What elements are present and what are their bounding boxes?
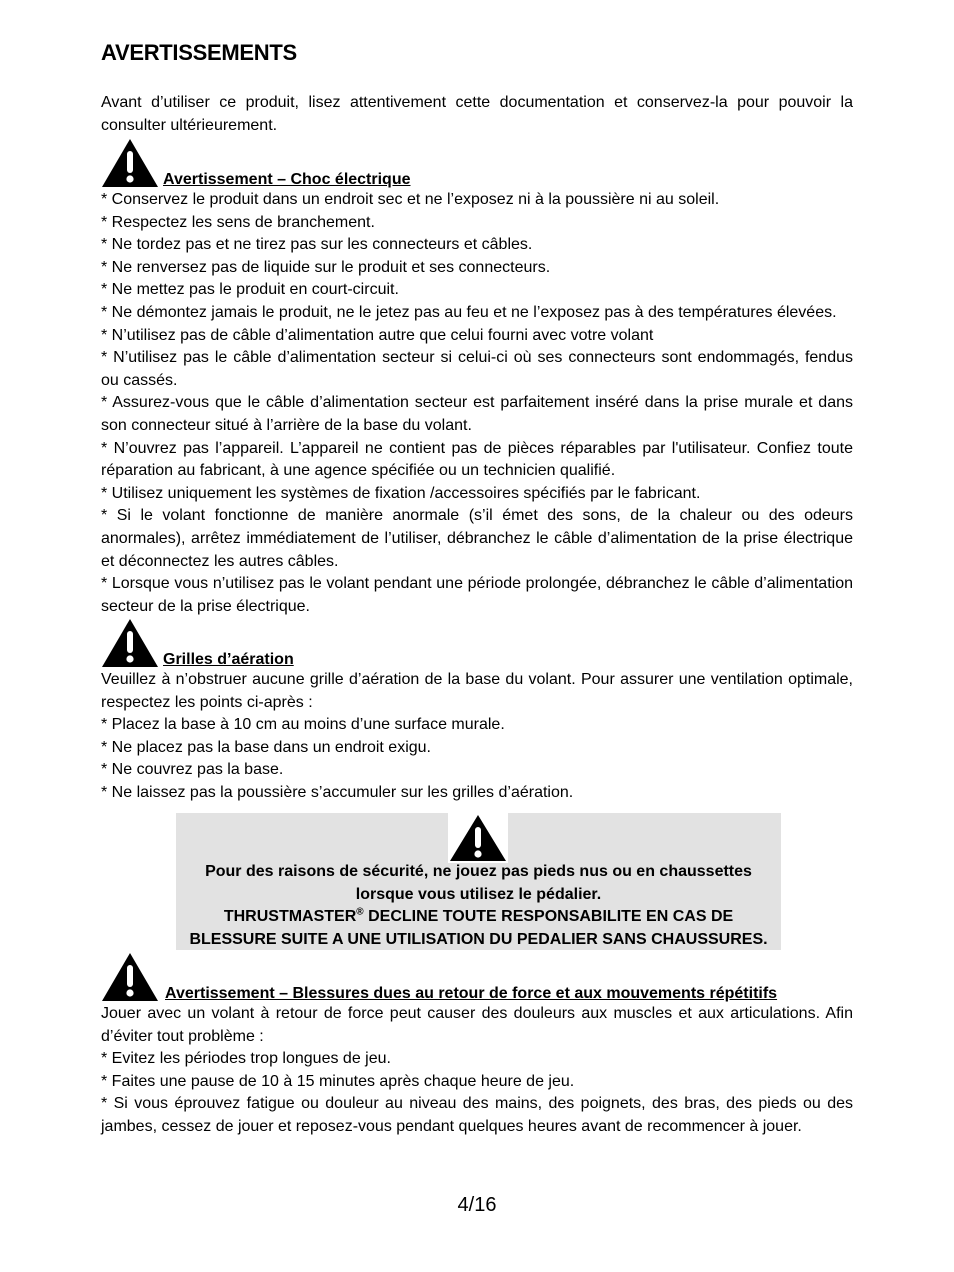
electric-shock-heading-row [101, 136, 853, 188]
warning-triangle-icon [101, 138, 159, 188]
notice-line-rest: DECLINE TOUTE RESPONSABILITE EN CAS DE [363, 908, 734, 926]
list-item: * Si le volant fonctionne de manière anormale (s’il émet des sons, de la chaleur ou des odeurs anormales), arrêtez immédiatement de l’utiliser, débranchez le câble d’alimentation de la prise électrique et déconnectez les autres câbles. [101, 507, 853, 570]
list-item: * N’utilisez pas de câble d’alimentation autre que celui fourni avec votre volant [101, 326, 654, 344]
notice-line: lorsque vous utilisez le pédalier. [355, 885, 602, 903]
list-item: * Ne tordez pas et ne tirez pas sur les connecteurs et câbles. [101, 236, 533, 254]
list-item: * N’ouvrez pas l’appareil. L’appareil ne contient pas de pièces réparables par l'utilisateur. Confiez toute réparation au fabricant, à une agence spécifiée ou un technicien qualifié. [101, 439, 853, 480]
list-item: * Utilisez uniquement les systèmes de fixation /accessoires spécifiés par le fabricant. [101, 484, 701, 502]
page-number: 4/16 [457, 1194, 497, 1216]
safety-notice-box [176, 813, 781, 950]
notice-line: Pour des raisons de sécurité, ne jouez pas pieds nus ou en chaussettes [205, 863, 752, 880]
list-item: * Evitez les périodes trop longues de jeu. [101, 1050, 391, 1068]
electric-shock-list [101, 189, 853, 618]
list-item: * Placez la base à 10 cm au moins d’une surface murale. [101, 716, 505, 734]
notice-icon-frame [448, 813, 508, 863]
vents-heading: Grilles d’aération [163, 651, 294, 668]
list-item: * Ne laissez pas la poussière s’accumuler sur les grilles d’aération. [101, 783, 574, 801]
injury-block [101, 1003, 853, 1139]
notice-text [176, 861, 781, 951]
vents-intro: Veuillez à n’obstruer aucune grille d’aération de la base du volant. Pour assurer une ventilation optimale, respectez les points ci-après : [101, 671, 853, 711]
injury-intro: Jouer avec un volant à retour de force peut causer des douleurs aux muscles et aux articulations. Afin d’éviter tout problème : [101, 1005, 853, 1045]
list-item: * Si vous éprouvez fatigue ou douleur au niveau des mains, des poignets, des bras, des pieds ou des jambes, cessez de jouer et reposez-vous pendant quelques heures avant de recommencer à jouer. [101, 1095, 853, 1135]
list-item: * Respectez les sens de branchement. [101, 213, 375, 231]
electric-shock-heading: Avertissement – Choc électrique [163, 171, 411, 188]
notice-line: BLESSURE SUITE A UNE UTILISATION DU PEDALIER SANS CHAUSSURES. [189, 930, 768, 948]
intro-paragraph: Avant d’utiliser ce produit, lisez attentivement cette documentation et conservez-la pour pouvoir la consulter ultérieurement. [101, 94, 853, 134]
list-item: * Faites une pause de 10 à 15 minutes après chaque heure de jeu. [101, 1072, 575, 1090]
list-item: * Ne démontez jamais le produit, ne le jetez pas au feu et ne l’exposez pas à des températures élevées. [101, 303, 837, 321]
list-item: * N’utilisez pas le câble d’alimentation secteur si celui-ci où ses connecteurs sont endommagés, fendus ou cassés. [101, 349, 853, 389]
brand-name: THRUSTMASTER [223, 908, 357, 926]
list-item: * Ne mettez pas le produit en court-circuit. [101, 281, 399, 299]
registered-mark: ® [356, 906, 364, 918]
warning-triangle-icon [448, 813, 508, 863]
notice-line [176, 906, 781, 929]
vents-heading-row [101, 616, 853, 668]
list-item: * Ne renversez pas de liquide sur le produit et ses connecteurs. [101, 258, 551, 276]
list-item: * Assurez-vous que le câble d’alimentation secteur est parfaitement inséré dans la prise murale et dans son connecteur situé à l’arrière de la base du volant. [101, 394, 853, 434]
list-item: * Ne couvrez pas la base. [101, 761, 284, 779]
list-item: * Lorsque vous n’utilisez pas le volant pendant une période prolongée, débranchez le câble d’alimentation secteur de la prise électrique. [101, 575, 853, 615]
vents-block [101, 669, 853, 805]
page-title: AVERTISSEMENTS [101, 40, 297, 65]
warning-triangle-icon [101, 952, 159, 1002]
injury-heading: Avertissement – Blessures dues au retour de force et aux mouvements répétitifs [165, 985, 778, 1002]
injury-heading-row [101, 950, 853, 1002]
list-item: * Ne placez pas la base dans un endroit exigu. [101, 738, 431, 756]
list-item: * Conservez le produit dans un endroit sec et ne l’exposez ni à la poussière ni au soleil. [101, 191, 720, 208]
warning-triangle-icon [101, 618, 159, 668]
